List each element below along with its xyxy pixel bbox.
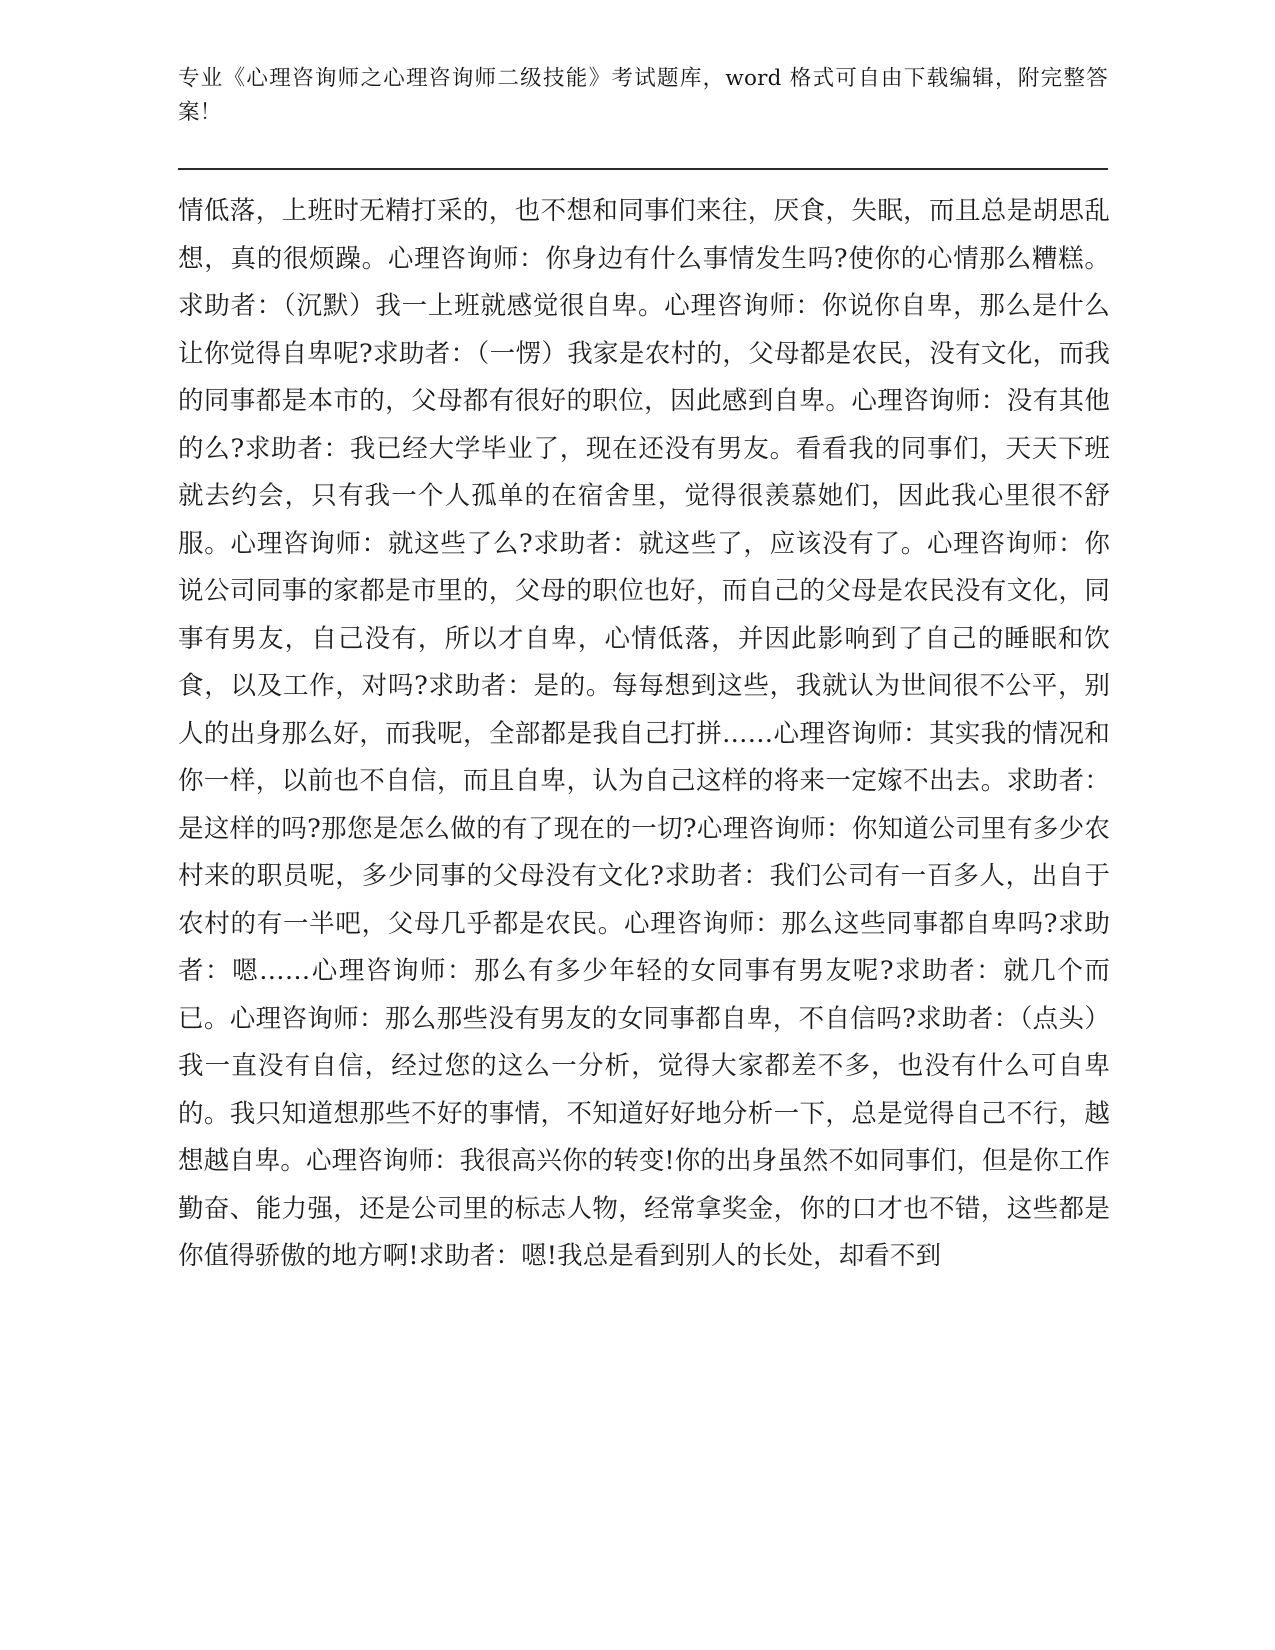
header-divider bbox=[178, 168, 1108, 170]
document-body-paragraph: 情低落，上班时无精打采的，也不想和同事们来往，厌食，失眠，而且总是胡思乱想，真的很烦躁。心理咨询师：你身边有什么事情发生吗?使你的心情那么糟糕。求助者：（沉默）我一上班就感觉很自卑。心理咨询师：你说你自卑，那么是什么让你觉得自卑呢?求助者：（一愣）我家是农村的，父母都是农民，没有文化，而我的同事都是本市的，父母都有很好的职位，因此感到自卑。心理咨询师：没有其他的么?求助者：我已经大学毕业了，现在还没有男友。看看我的同事们，天天下班就去约会，只有我一个人孤单的在宿舍里，觉得很羡慕她们，因此我心里很不舒服。心理咨询师：就这些了么?求助者：就这些了，应该没有了。心理咨询师：你说公司同事的家都是市里的，父母的职位也好，而自己的父母是农民没有文化，同事有男友，自己没有，所以才自卑，心情低落，并因此影响到了自己的睡眠和饮食，以及工作，对吗?求助者：是的。每每想到这些，我就认为世间很不公平，别人的出身那么好，而我呢，全部都是我自己打拼……心理咨询师：其实我的情况和你一样，以前也不自信，而且自卑，认为自己这样的将来一定嫁不出去。求助者：是这样的吗?那您是怎么做的有了现在的一切?心理咨询师：你知道公司里有多少农村来的职员呢，多少同事的父母没有文化?求助者：我们公司有一百多人，出自于农村的有一半吧，父母几乎都是农民。心理咨询师：那么这些同事都自卑吗?求助者：嗯……心理咨询师：那么有多少年轻的女同事有男友呢?求助者：就几个而已。心理咨询师：那么那些没有男友的女同事都自卑，不自信吗?求助者：（点头）我一直没有自信，经过您的这么一分析，觉得大家都差不多，也没有什么可自卑的。我只知道想那些不好的事情，不知道好好地分析一下，总是觉得自己不行，越想越自卑。心理咨询师：我很高兴你的转变!你的出身虽然不如同事们，但是你工作勤奋、能力强，还是公司里的标志人物，经常拿奖金，你的口才也不错，这些都是你值得骄傲的地方啊!求助者：嗯!我总是看到别人的长处，却看不到 bbox=[178, 196, 1110, 1271]
page-header-title: 专业《心理咨询师之心理咨询师二级技能》考试题库，word 格式可自由下载编辑，附完整答案！ bbox=[178, 66, 1108, 125]
